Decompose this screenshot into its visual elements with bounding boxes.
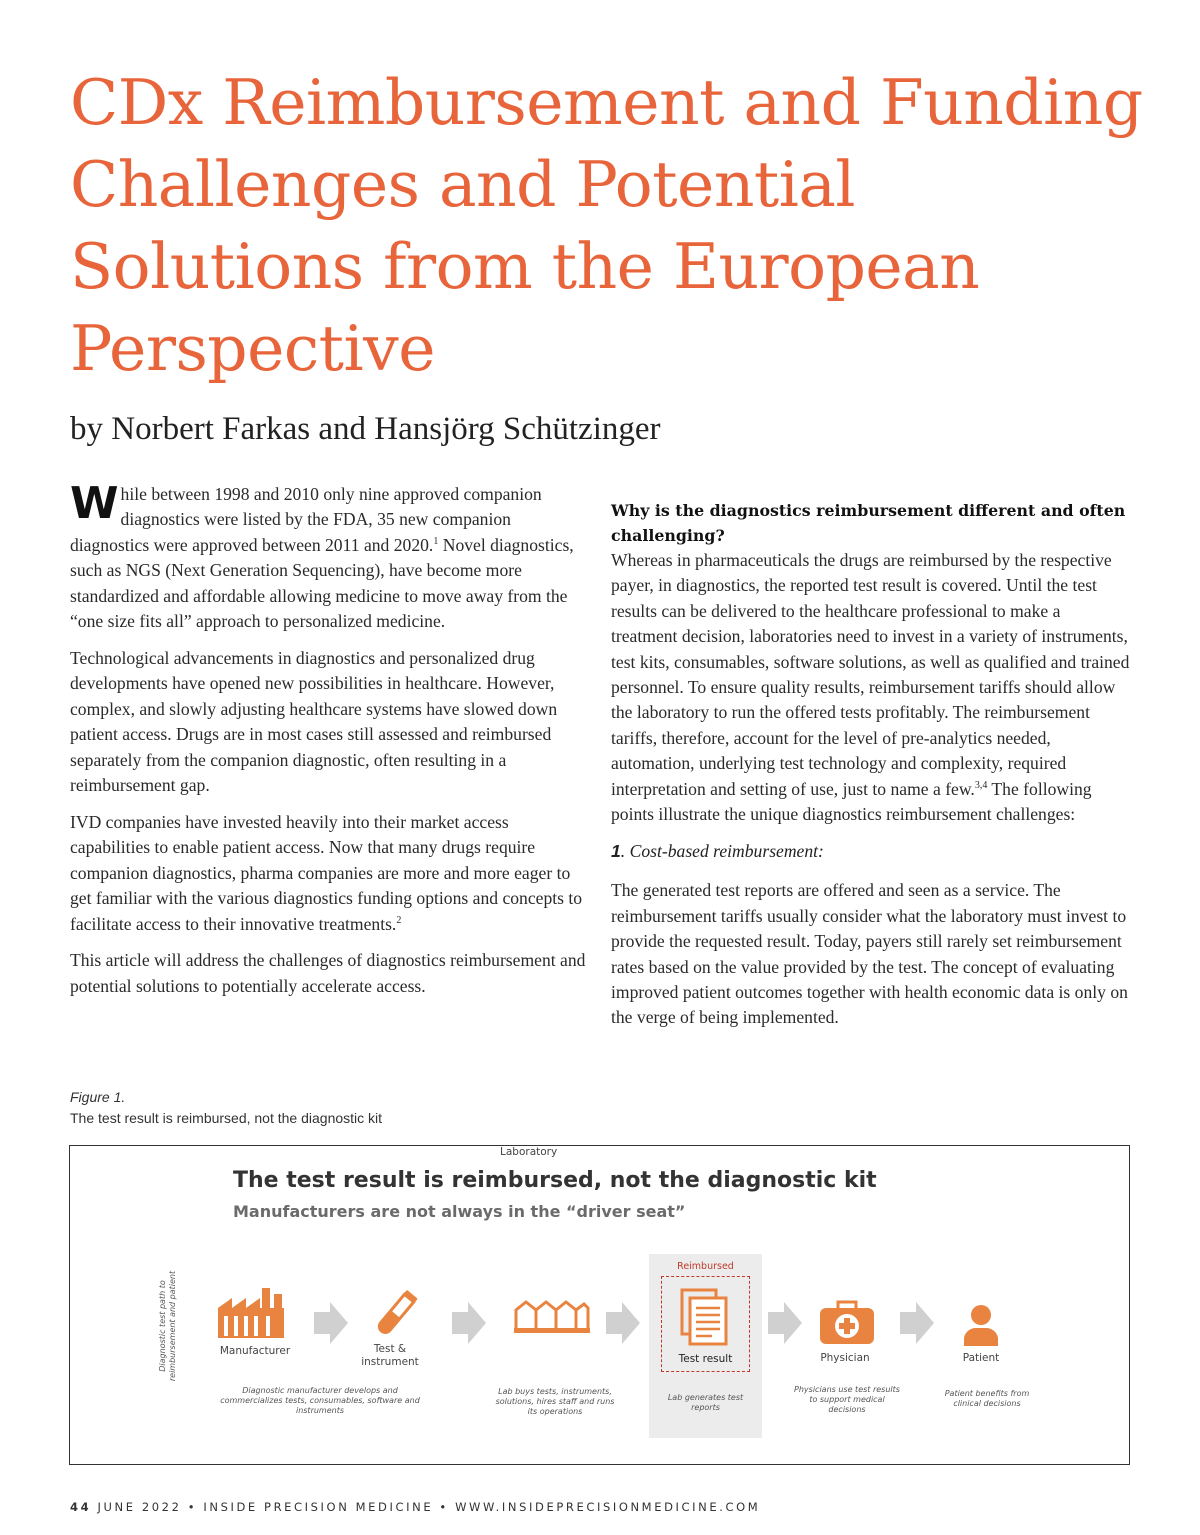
right-column xyxy=(611,498,1131,1042)
step-test-instrument-label: Test & instrument xyxy=(361,1343,419,1368)
reference-2: 2 xyxy=(396,914,402,926)
step-laboratory-desc: Lab buys tests, instruments, solutions, hires staff and runs its operations xyxy=(495,1387,615,1416)
figure-side-label: Diagnostic test path to reimbursement and patient xyxy=(158,1270,177,1382)
step-manufacturer-desc: Diagnostic manufacturer develops and commercializes tests, consumables, software and instruments xyxy=(220,1386,420,1415)
paragraph-2: Technological advancements in diagnostics and personalized drug developments have opened new possibilities in healthcare. However, complex, and slowly adjusting healthcare systems have slowed down patient access. Drugs are in most cases still assessed and reimbursed separately from the companion diagnostic, often resulting in a reimbursement gap. xyxy=(70,647,558,795)
section-subhead: Why is the diagnostics reimbursement different and often challenging? xyxy=(611,501,1126,545)
medical-bag-icon xyxy=(820,1300,874,1344)
point-number: 1 xyxy=(611,840,621,861)
reimbursed-label: Reimbursed xyxy=(677,1261,734,1272)
step-physician-desc: Physicians use test results to support medical decisions xyxy=(794,1385,900,1414)
right-paragraph-2: The generated test reports are offered and seen as a service. The reimbursement tariffs usually consider what the laboratory must invest to provide the requested result. Today, payers still rarely set reimbursement rates based on the value provided by the test. The concept of evaluating improved patient outcomes together with health economic data is only on the verge of being implemented. xyxy=(611,880,1128,1028)
flow-arrow-icon xyxy=(900,1302,934,1344)
paragraph-4: This article will address the challenges of diagnostics reimbursement and potential solutions to potentially accelerate access. xyxy=(70,950,586,996)
reference-1: 1 xyxy=(433,535,439,547)
figure-caption-text: The test result is reimbursed, not the diagnostic kit xyxy=(70,1110,383,1126)
document-icon xyxy=(678,1288,732,1346)
right-paragraph-1: Whereas in pharmaceuticals the drugs are reimbursed by the respective payer, in diagnostics, the reported test result is covered. Until the test results can be delivered to the healthcare professional to make a treatment decision, laboratories need to invest in a variety of instruments, test kits, consumables, software solutions, as well as qualified and trained personnel. To ensure quality results, reimbursement tariffs should allow the laboratory to run the offered tests profitably. The reimbursement tariffs, therefore, account for the level of pre-analytics needed, automation, underlying test technology and complexity, required interpretation and setting of use, just to name a few.$^{3,4}$ The following points illustrate the unique diagnostics reimbursement challenges: xyxy=(611,550,1130,825)
left-column xyxy=(70,478,587,1011)
footer-text: JUNE 2022 • INSIDE PRECISION MEDICINE • WWW.INSIDEPRECISIONMEDICINE.COM xyxy=(97,1500,761,1514)
point-heading: 1. Cost-based reimbursement: xyxy=(611,840,824,861)
factory-icon xyxy=(218,1286,290,1338)
step-laboratory-label: Laboratory xyxy=(500,1146,558,1158)
step-test-result-desc: Lab generates test reports xyxy=(667,1393,744,1412)
flow-arrow-icon xyxy=(452,1302,486,1344)
figure-caption xyxy=(70,1087,570,1129)
laboratory-icon xyxy=(514,1300,590,1334)
flow-arrow-icon xyxy=(768,1302,802,1344)
figure-1 xyxy=(69,1145,1130,1465)
reference-3-4: 3,4 xyxy=(974,779,988,791)
page-footer xyxy=(70,1500,760,1514)
figure-caption-label: Figure 1. xyxy=(70,1089,126,1105)
test-tube-icon xyxy=(370,1288,420,1342)
step-test-result-label: Test result xyxy=(678,1353,733,1365)
step-patient-label: Patient xyxy=(962,1352,1000,1364)
paragraph-3: IVD companies have invested heavily into their market access capabilities to enable patient access. Now that many drugs require companion diagnostics, pharma companies are more and more eager to get familiar with the various diagnostics funding options and concepts to facilitate access to their innovative treatments.$^2$ xyxy=(70,811,583,934)
drop-cap: W xyxy=(70,478,119,529)
flow-arrow-icon xyxy=(606,1302,640,1344)
figure-title: The test result is reimbursed, not the diagnostic kit xyxy=(233,1168,877,1193)
step-patient-desc: Patient benefits from clinical decisions xyxy=(944,1389,1030,1408)
patient-icon xyxy=(962,1304,1000,1346)
article-byline: by Norbert Farkas and Hansjörg Schützinger xyxy=(70,411,661,447)
step-manufacturer-label: Manufacturer xyxy=(219,1345,291,1357)
intro-paragraph: While between 1998 and 2010 only nine approved companion diagnostics were listed by the FDA, 35 new companion diagnostics were approved between 2011 and 2020.$^1$ Novel diagnostics, such as NGS (Next Generation Sequencing), have become more standardized and affordable allowing medicine to move away from the “one size fits all” approach to personalized medicine. xyxy=(70,478,574,632)
step-physician-label: Physician xyxy=(820,1352,870,1364)
page-number: 44 xyxy=(70,1500,92,1514)
article-title: CDx Reimbursement and Funding Challenges and Potential Solutions from the European Perspective xyxy=(70,66,1143,385)
flow-arrow-icon xyxy=(314,1302,348,1344)
figure-subtitle: Manufacturers are not always in the “driver seat” xyxy=(233,1202,686,1221)
